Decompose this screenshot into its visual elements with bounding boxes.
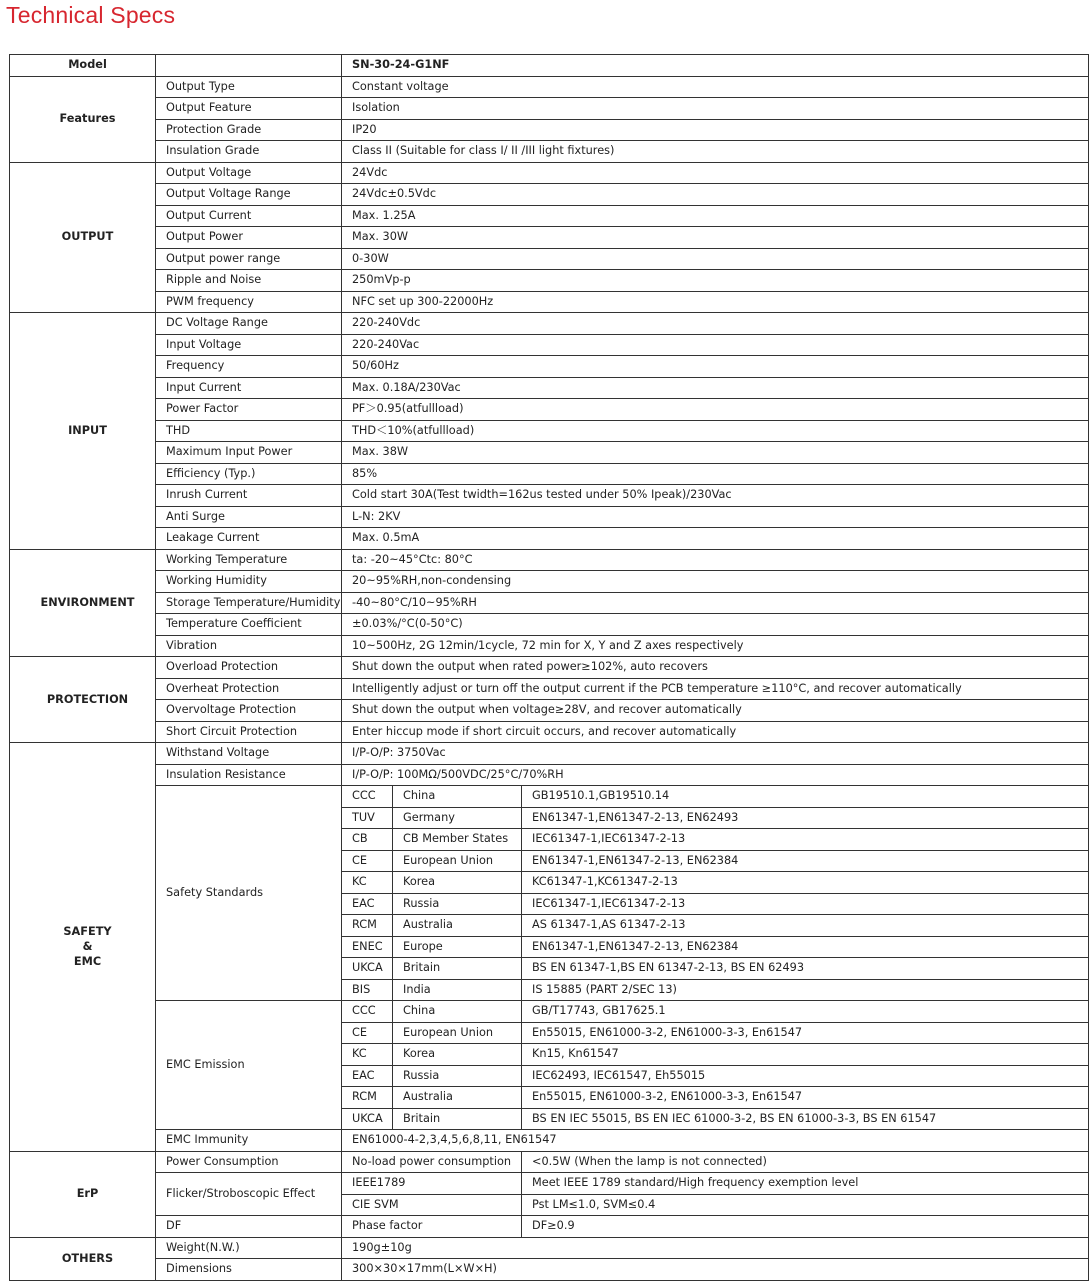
cert-region: Australia (393, 915, 522, 937)
spec-label: Storage Temperature/Humidity (156, 592, 342, 614)
spec-value: Max. 0.18A/230Vac (342, 377, 1089, 399)
input-row (10, 442, 1089, 464)
environment-category: ENVIRONMENT (10, 549, 156, 657)
specs-table (9, 54, 1089, 1281)
cert-code: UKCA (342, 1108, 393, 1130)
protection-category: PROTECTION (10, 657, 156, 743)
features-row (10, 141, 1089, 163)
environment-row (10, 592, 1089, 614)
cert-standard: AS 61347-1,AS 61347-2-13 (522, 915, 1089, 937)
cert-region: Germany (393, 807, 522, 829)
spec-value: Shut down the output when voltage≥28V, and recover automatically (342, 700, 1089, 722)
spec-value: I/P-O/P: 100MΩ/500VDC/25°C/70%RH (342, 764, 1089, 786)
spec-value: Max. 38W (342, 442, 1089, 464)
spec-label: Input Current (156, 377, 342, 399)
model-value: SN-30-24-G1NF (342, 55, 1089, 77)
cert-standard: Kn15, Kn61547 (522, 1044, 1089, 1066)
spec-value: <0.5W (When the lamp is not connected) (522, 1151, 1089, 1173)
erp-section (10, 1151, 1089, 1237)
spec-label: Power Consumption (156, 1151, 342, 1173)
spec-value: 10~500Hz, 2G 12min/1cycle, 72 min for X, Y and Z axes respectively (342, 635, 1089, 657)
cert-region: Britain (393, 958, 522, 980)
cert-region: Russia (393, 893, 522, 915)
safety-category (10, 743, 156, 1152)
protection-row (10, 721, 1089, 743)
spec-label: Dimensions (156, 1259, 342, 1281)
output-row (10, 162, 1089, 184)
spec-value: 300×30×17mm(L×W×H) (342, 1259, 1089, 1281)
protection-row (10, 700, 1089, 722)
cert-standard: BS EN IEC 55015, BS EN IEC 61000-3-2, BS EN 61000-3-3, BS EN 61547 (522, 1108, 1089, 1130)
environment-section (10, 549, 1089, 657)
spec-label: Anti Surge (156, 506, 342, 528)
cert-standard: EN61347-1,EN61347-2-13, EN62384 (522, 850, 1089, 872)
spec-label: Protection Grade (156, 119, 342, 141)
others-section (10, 1237, 1089, 1280)
cert-code: KC (342, 872, 393, 894)
others-row (10, 1259, 1089, 1281)
safety-label-line: SAFETY (63, 924, 112, 938)
spec-value: Cold start 30A(Test twidth=162us tested under 50% Ipeak)/230Vac (342, 485, 1089, 507)
cert-region: European Union (393, 1022, 522, 1044)
model-label: Model (10, 55, 156, 77)
spec-value: THD＜10%(atfullload) (342, 420, 1089, 442)
spec-value: Constant voltage (342, 76, 1089, 98)
spec-value: EN61000-4-2,3,4,5,6,8,11, EN61547 (342, 1130, 1089, 1152)
page-title: Technical Specs (6, 2, 176, 28)
spec-value: Isolation (342, 98, 1089, 120)
spec-value: -40~80°C/10~95%RH (342, 592, 1089, 614)
spec-label: EMC Immunity (156, 1130, 342, 1152)
cert-standard: KC61347-1,KC61347-2-13 (522, 872, 1089, 894)
spec-label: Overvoltage Protection (156, 700, 342, 722)
spec-value: 0-30W (342, 248, 1089, 270)
output-row (10, 291, 1089, 313)
input-row (10, 377, 1089, 399)
power-consumption-row (10, 1151, 1089, 1173)
spec-label: Inrush Current (156, 485, 342, 507)
spec-label: Output Feature (156, 98, 342, 120)
immunity-row (10, 1130, 1089, 1152)
spec-value: 250mVp-p (342, 270, 1089, 292)
model-row (10, 55, 1089, 77)
cert-standard: BS EN 61347-1,BS EN 61347-2-13, BS EN 62493 (522, 958, 1089, 980)
spec-value: 190g±10g (342, 1237, 1089, 1259)
spec-value: Class II (Suitable for class I/ II /III light fixtures) (342, 141, 1089, 163)
spec-label: Output Current (156, 205, 342, 227)
output-row (10, 270, 1089, 292)
insulation-row (10, 764, 1089, 786)
spec-value: Max. 1.25A (342, 205, 1089, 227)
spec-label: Efficiency (Typ.) (156, 463, 342, 485)
spec-label: Short Circuit Protection (156, 721, 342, 743)
spec-value: Meet IEEE 1789 standard/High frequency exemption level (522, 1173, 1089, 1195)
spec-value: 24Vdc±0.5Vdc (342, 184, 1089, 206)
cert-standard: IEC62493, IEC61547, Eh55015 (522, 1065, 1089, 1087)
withstand-row (10, 743, 1089, 765)
cert-code: RCM (342, 915, 393, 937)
cert-standard: GB19510.1,GB19510.14 (522, 786, 1089, 808)
emission-row (10, 1001, 1089, 1023)
flicker-label: Flicker/Stroboscopic Effect (156, 1173, 342, 1216)
environment-row (10, 571, 1089, 593)
spec-value: 220-240Vac (342, 334, 1089, 356)
input-row (10, 485, 1089, 507)
emc-emission-label: EMC Emission (156, 1001, 342, 1130)
environment-row (10, 549, 1089, 571)
output-section (10, 162, 1089, 313)
cert-region: Britain (393, 1108, 522, 1130)
spec-label: Insulation Grade (156, 141, 342, 163)
spec-value: Max. 0.5mA (342, 528, 1089, 550)
spec-value: NFC set up 300-22000Hz (342, 291, 1089, 313)
flicker-row (10, 1173, 1089, 1195)
spec-label: Overheat Protection (156, 678, 342, 700)
spec-label: Output Voltage (156, 162, 342, 184)
features-row (10, 119, 1089, 141)
cert-code: ENEC (342, 936, 393, 958)
cert-region: China (393, 1001, 522, 1023)
cert-region: Australia (393, 1087, 522, 1109)
spec-label: DC Voltage Range (156, 313, 342, 335)
cert-standard: IS 15885 (PART 2/SEC 13) (522, 979, 1089, 1001)
spec-value: 24Vdc (342, 162, 1089, 184)
spec-label: Ripple and Noise (156, 270, 342, 292)
output-category: OUTPUT (10, 162, 156, 313)
cert-code: TUV (342, 807, 393, 829)
cert-region: Russia (393, 1065, 522, 1087)
model-empty-cell (156, 55, 342, 77)
protection-row (10, 657, 1089, 679)
spec-label: Weight(N.W.) (156, 1237, 342, 1259)
environment-row (10, 614, 1089, 636)
standards-row (10, 786, 1089, 808)
cert-code: BIS (342, 979, 393, 1001)
spec-value: Max. 30W (342, 227, 1089, 249)
spec-sublabel: No-load power consumption (342, 1151, 522, 1173)
cert-standard: EN61347-1,EN61347-2-13, EN62493 (522, 807, 1089, 829)
spec-value: Pst LM≤1.0, SVM≤0.4 (522, 1194, 1089, 1216)
spec-value: Shut down the output when rated power≥102%, auto recovers (342, 657, 1089, 679)
spec-label: Output power range (156, 248, 342, 270)
cert-code: EAC (342, 1065, 393, 1087)
spec-label: Temperature Coefficient (156, 614, 342, 636)
cert-code: CB (342, 829, 393, 851)
cert-code: CCC (342, 786, 393, 808)
spec-label: Frequency (156, 356, 342, 378)
others-row (10, 1237, 1089, 1259)
spec-label: Output Voltage Range (156, 184, 342, 206)
spec-sublabel: CIE SVM (342, 1194, 522, 1216)
input-row (10, 356, 1089, 378)
cert-code: RCM (342, 1087, 393, 1109)
spec-value: L-N: 2KV (342, 506, 1089, 528)
cert-code: CE (342, 850, 393, 872)
spec-label: Vibration (156, 635, 342, 657)
protection-row (10, 678, 1089, 700)
spec-label: THD (156, 420, 342, 442)
spec-value: PF＞0.95(atfullload) (342, 399, 1089, 421)
cert-standard: En55015, EN61000-3-2, EN61000-3-3, En61547 (522, 1022, 1089, 1044)
safety-standards-label: Safety Standards (156, 786, 342, 1001)
others-category: OTHERS (10, 1237, 156, 1280)
input-row (10, 313, 1089, 335)
input-row (10, 399, 1089, 421)
cert-region: Korea (393, 1044, 522, 1066)
output-row (10, 227, 1089, 249)
spec-label: Maximum Input Power (156, 442, 342, 464)
features-category: Features (10, 76, 156, 162)
spec-label: Working Humidity (156, 571, 342, 593)
spec-value: 85% (342, 463, 1089, 485)
cert-region: China (393, 786, 522, 808)
cert-region: Europe (393, 936, 522, 958)
input-category: INPUT (10, 313, 156, 550)
spec-label: Overload Protection (156, 657, 342, 679)
cert-standard: IEC61347-1,IEC61347-2-13 (522, 829, 1089, 851)
input-row (10, 463, 1089, 485)
output-row (10, 205, 1089, 227)
cert-region: Korea (393, 872, 522, 894)
erp-category: ErP (10, 1151, 156, 1237)
spec-label: Insulation Resistance (156, 764, 342, 786)
spec-value: DF≥0.9 (522, 1216, 1089, 1238)
input-section (10, 313, 1089, 550)
spec-label: Withstand Voltage (156, 743, 342, 765)
features-row (10, 76, 1089, 98)
spec-value: 50/60Hz (342, 356, 1089, 378)
protection-section (10, 657, 1089, 743)
input-row (10, 334, 1089, 356)
cert-standard: IEC61347-1,IEC61347-2-13 (522, 893, 1089, 915)
spec-label: Output Power (156, 227, 342, 249)
spec-value: 220-240Vdc (342, 313, 1089, 335)
spec-label: Input Voltage (156, 334, 342, 356)
spec-value: IP20 (342, 119, 1089, 141)
cert-code: CE (342, 1022, 393, 1044)
features-section (10, 76, 1089, 162)
df-row (10, 1216, 1089, 1238)
output-row (10, 248, 1089, 270)
cert-code: EAC (342, 893, 393, 915)
environment-row (10, 635, 1089, 657)
spec-label: PWM frequency (156, 291, 342, 313)
spec-value: Enter hiccup mode if short circuit occurs, and recover automatically (342, 721, 1089, 743)
spec-value: ta: -20~45°Ctc: 80°C (342, 549, 1089, 571)
spec-value: ±0.03%/°C(0-50°C) (342, 614, 1089, 636)
cert-region: European Union (393, 850, 522, 872)
spec-sublabel: IEEE1789 (342, 1173, 522, 1195)
cert-standard: EN61347-1,EN61347-2-13, EN62384 (522, 936, 1089, 958)
input-row (10, 528, 1089, 550)
spec-label: DF (156, 1216, 342, 1238)
spec-value: I/P-O/P: 3750Vac (342, 743, 1089, 765)
spec-value: Intelligently adjust or turn off the output current if the PCB temperature ≥110°C, and recover automatically (342, 678, 1089, 700)
spec-sublabel: Phase factor (342, 1216, 522, 1238)
spec-label: Power Factor (156, 399, 342, 421)
cert-code: CCC (342, 1001, 393, 1023)
cert-region: CB Member States (393, 829, 522, 851)
spec-label: Leakage Current (156, 528, 342, 550)
cert-region: India (393, 979, 522, 1001)
cert-standard: GB/T17743, GB17625.1 (522, 1001, 1089, 1023)
safety-label-line: & (82, 939, 93, 953)
spec-value: 20~95%RH,non-condensing (342, 571, 1089, 593)
output-row (10, 184, 1089, 206)
input-row (10, 420, 1089, 442)
safety-section (10, 743, 1089, 1152)
spec-label: Working Temperature (156, 549, 342, 571)
spec-label: Output Type (156, 76, 342, 98)
features-row (10, 98, 1089, 120)
cert-code: UKCA (342, 958, 393, 980)
cert-code: KC (342, 1044, 393, 1066)
input-row (10, 506, 1089, 528)
cert-standard: En55015, EN61000-3-2, EN61000-3-3, En61547 (522, 1087, 1089, 1109)
safety-label-line: EMC (73, 954, 102, 968)
